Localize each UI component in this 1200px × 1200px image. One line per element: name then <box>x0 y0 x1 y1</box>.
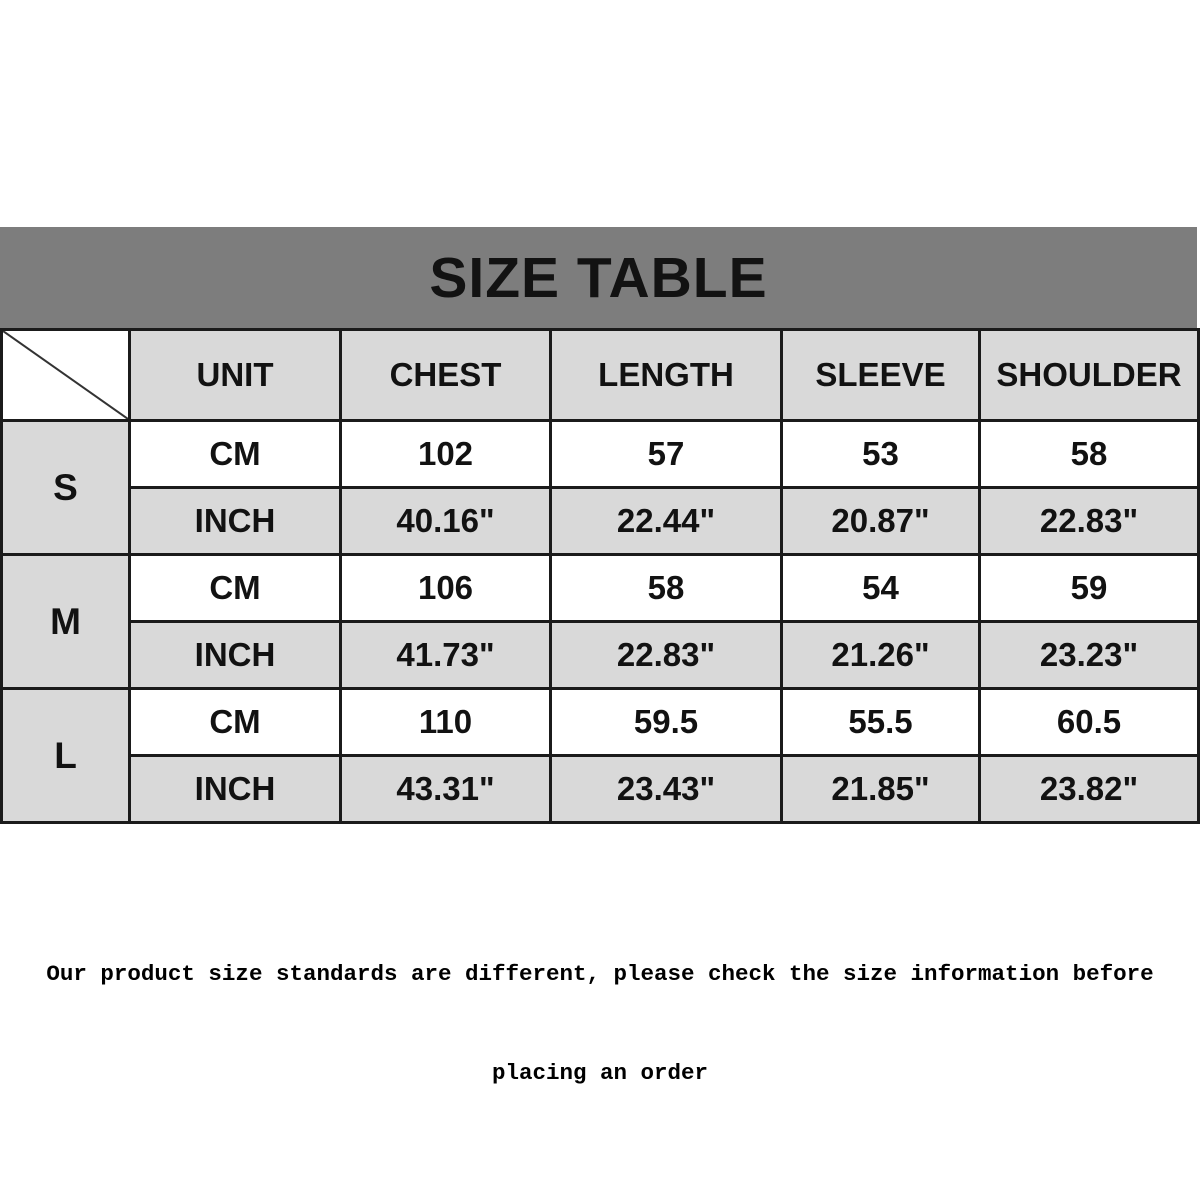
table-row <box>2 622 1199 689</box>
size-note <box>0 892 1200 1156</box>
unit-label-cell: INCH <box>130 488 341 555</box>
size-value-cell: 22.83" <box>551 622 782 689</box>
size-value-cell: 23.23" <box>980 622 1199 689</box>
size-value-cell: 21.85" <box>782 756 980 823</box>
size-label-m: M <box>2 555 130 689</box>
size-value-cell: 59 <box>980 555 1199 622</box>
diagonal-line-icon <box>3 331 128 419</box>
size-value-cell: 60.5 <box>980 689 1199 756</box>
diagonal-cell <box>2 330 130 421</box>
size-value-cell: 57 <box>551 421 782 488</box>
header-row <box>2 330 1199 421</box>
size-value-cell: 40.16" <box>341 488 551 555</box>
size-value-cell: 43.31" <box>341 756 551 823</box>
unit-label-cell: INCH <box>130 622 341 689</box>
table-row <box>2 555 1199 622</box>
unit-label-cell: CM <box>130 689 341 756</box>
table-row <box>2 689 1199 756</box>
size-value-cell: 102 <box>341 421 551 488</box>
size-label-s: S <box>2 421 130 555</box>
unit-label-cell: CM <box>130 421 341 488</box>
column-header-shoulder: SHOULDER <box>980 330 1199 421</box>
size-value-cell: 20.87" <box>782 488 980 555</box>
column-header-length: LENGTH <box>551 330 782 421</box>
size-value-cell: 23.43" <box>551 756 782 823</box>
size-value-cell: 21.26" <box>782 622 980 689</box>
size-value-cell: 53 <box>782 421 980 488</box>
size-value-cell: 23.82" <box>980 756 1199 823</box>
table-row <box>2 488 1199 555</box>
table-row <box>2 421 1199 488</box>
note-line-1: Our product size standards are different, please check the size information before <box>46 961 1154 987</box>
unit-label-cell: CM <box>130 555 341 622</box>
size-value-cell: 22.83" <box>980 488 1199 555</box>
page-title: SIZE TABLE <box>429 245 768 310</box>
unit-label-cell: INCH <box>130 756 341 823</box>
size-value-cell: 110 <box>341 689 551 756</box>
size-value-cell: 58 <box>551 555 782 622</box>
column-header-unit: UNIT <box>130 330 341 421</box>
table-row <box>2 756 1199 823</box>
size-label-l: L <box>2 689 130 823</box>
size-value-cell: 22.44" <box>551 488 782 555</box>
column-header-chest: CHEST <box>341 330 551 421</box>
size-value-cell: 59.5 <box>551 689 782 756</box>
column-header-sleeve: SLEEVE <box>782 330 980 421</box>
size-value-cell: 41.73" <box>341 622 551 689</box>
note-line-2: placing an order <box>491 1060 709 1086</box>
size-table <box>0 328 1200 824</box>
title-bar <box>0 227 1197 328</box>
size-value-cell: 58 <box>980 421 1199 488</box>
size-value-cell: 55.5 <box>782 689 980 756</box>
size-value-cell: 106 <box>341 555 551 622</box>
size-value-cell: 54 <box>782 555 980 622</box>
